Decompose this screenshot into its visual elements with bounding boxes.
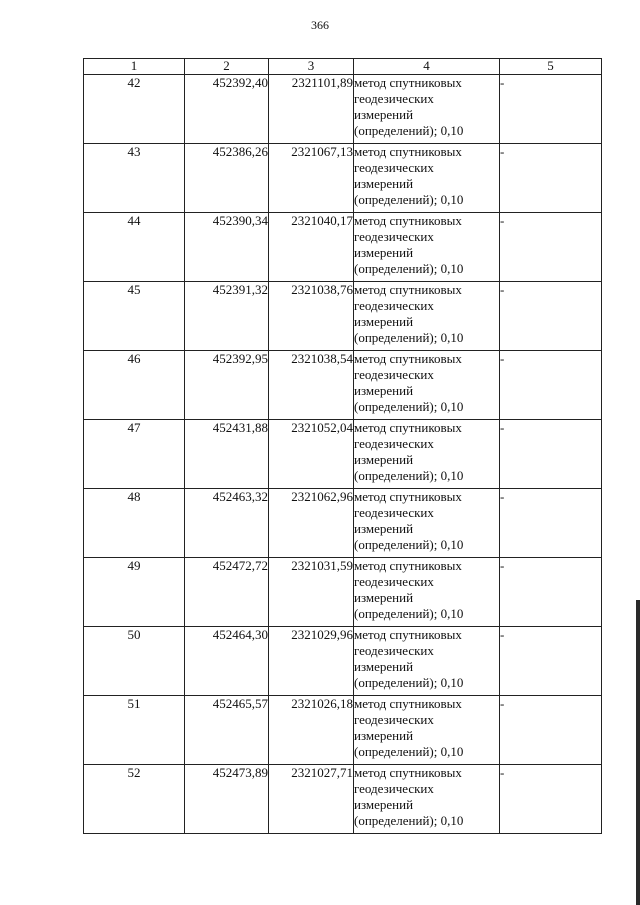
- method-text-line: измерений: [354, 659, 414, 674]
- y-coordinate-cell: 2321052,04: [269, 420, 354, 489]
- y-coordinate-cell: 2321029,96: [269, 627, 354, 696]
- method-text-line: измерений: [354, 107, 414, 122]
- method-text-line: метод спутниковых: [354, 765, 462, 780]
- method-text-line: метод спутниковых: [354, 282, 462, 297]
- method-cell: [354, 75, 500, 144]
- y-coordinate-cell: 2321101,89: [269, 75, 354, 144]
- description-cell: -: [500, 489, 602, 558]
- method-text-line: геодезических: [354, 229, 434, 244]
- table-header-row: [84, 59, 602, 75]
- method-text-line: (определений); 0,10: [354, 330, 464, 345]
- table-row: [84, 489, 602, 558]
- x-coordinate-cell: 452390,34: [185, 213, 269, 282]
- y-coordinate-cell: 2321067,13: [269, 144, 354, 213]
- y-coordinate-cell: 2321026,18: [269, 696, 354, 765]
- x-coordinate-cell: 452391,32: [185, 282, 269, 351]
- method-text-line: метод спутниковых: [354, 213, 462, 228]
- method-text-line: измерений: [354, 590, 414, 605]
- method-text-line: измерений: [354, 245, 414, 260]
- method-text-line: геодезических: [354, 298, 434, 313]
- table-row: [84, 420, 602, 489]
- method-text-line: метод спутниковых: [354, 75, 462, 90]
- method-text-line: метод спутниковых: [354, 144, 462, 159]
- point-number-cell: 43: [84, 144, 185, 213]
- method-text-line: геодезических: [354, 436, 434, 451]
- description-cell: -: [500, 696, 602, 765]
- coordinates-table: [83, 58, 602, 834]
- x-coordinate-cell: 452472,72: [185, 558, 269, 627]
- method-text-line: геодезических: [354, 643, 434, 658]
- method-text-line: геодезических: [354, 505, 434, 520]
- method-text-line: метод спутниковых: [354, 420, 462, 435]
- method-cell: [354, 420, 500, 489]
- method-text-line: (определений); 0,10: [354, 813, 464, 828]
- point-number-cell: 48: [84, 489, 185, 558]
- table-row: [84, 696, 602, 765]
- column-header: 2: [185, 59, 269, 75]
- table-row: [84, 144, 602, 213]
- method-text-line: метод спутниковых: [354, 627, 462, 642]
- method-text-line: метод спутниковых: [354, 558, 462, 573]
- y-coordinate-cell: 2321031,59: [269, 558, 354, 627]
- point-number-cell: 51: [84, 696, 185, 765]
- table-row: [84, 213, 602, 282]
- method-text-line: (определений); 0,10: [354, 537, 464, 552]
- description-cell: -: [500, 75, 602, 144]
- table-row: [84, 558, 602, 627]
- table-row: [84, 765, 602, 834]
- method-text-line: (определений); 0,10: [354, 192, 464, 207]
- description-cell: -: [500, 213, 602, 282]
- method-cell: [354, 765, 500, 834]
- method-text-line: (определений); 0,10: [354, 399, 464, 414]
- x-coordinate-cell: 452431,88: [185, 420, 269, 489]
- point-number-cell: 45: [84, 282, 185, 351]
- description-cell: -: [500, 765, 602, 834]
- y-coordinate-cell: 2321038,76: [269, 282, 354, 351]
- table-row: [84, 75, 602, 144]
- method-text-line: измерений: [354, 176, 414, 191]
- method-cell: [354, 213, 500, 282]
- method-cell: [354, 696, 500, 765]
- y-coordinate-cell: 2321040,17: [269, 213, 354, 282]
- y-coordinate-cell: 2321062,96: [269, 489, 354, 558]
- table-row: [84, 282, 602, 351]
- table-row: [84, 351, 602, 420]
- method-text-line: измерений: [354, 797, 414, 812]
- page-number: 366: [311, 18, 329, 32]
- method-cell: [354, 558, 500, 627]
- method-text-line: геодезических: [354, 91, 434, 106]
- method-text-line: метод спутниковых: [354, 351, 462, 366]
- description-cell: -: [500, 420, 602, 489]
- x-coordinate-cell: 452464,30: [185, 627, 269, 696]
- point-number-cell: 52: [84, 765, 185, 834]
- point-number-cell: 47: [84, 420, 185, 489]
- method-text-line: (определений); 0,10: [354, 675, 464, 690]
- table-row: [84, 627, 602, 696]
- method-cell: [354, 282, 500, 351]
- method-text-line: метод спутниковых: [354, 489, 462, 504]
- point-number-cell: 44: [84, 213, 185, 282]
- method-text-line: геодезических: [354, 781, 434, 796]
- x-coordinate-cell: 452465,57: [185, 696, 269, 765]
- method-text-line: геодезических: [354, 574, 434, 589]
- column-header: 4: [354, 59, 500, 75]
- x-coordinate-cell: 452386,26: [185, 144, 269, 213]
- x-coordinate-cell: 452392,95: [185, 351, 269, 420]
- point-number-cell: 46: [84, 351, 185, 420]
- method-text-line: (определений); 0,10: [354, 468, 464, 483]
- method-text-line: измерений: [354, 383, 414, 398]
- method-text-line: геодезических: [354, 160, 434, 175]
- description-cell: -: [500, 627, 602, 696]
- point-number-cell: 42: [84, 75, 185, 144]
- method-text-line: измерений: [354, 452, 414, 467]
- description-cell: -: [500, 144, 602, 213]
- method-text-line: геодезических: [354, 712, 434, 727]
- method-text-line: измерений: [354, 521, 414, 536]
- description-cell: -: [500, 351, 602, 420]
- method-text-line: (определений); 0,10: [354, 261, 464, 276]
- description-cell: -: [500, 558, 602, 627]
- method-cell: [354, 144, 500, 213]
- y-coordinate-cell: 2321027,71: [269, 765, 354, 834]
- method-text-line: измерений: [354, 314, 414, 329]
- point-number-cell: 49: [84, 558, 185, 627]
- y-coordinate-cell: 2321038,54: [269, 351, 354, 420]
- x-coordinate-cell: 452463,32: [185, 489, 269, 558]
- x-coordinate-cell: 452392,40: [185, 75, 269, 144]
- method-cell: [354, 627, 500, 696]
- column-header: 1: [84, 59, 185, 75]
- method-text-line: (определений); 0,10: [354, 606, 464, 621]
- method-cell: [354, 489, 500, 558]
- x-coordinate-cell: 452473,89: [185, 765, 269, 834]
- method-text-line: геодезических: [354, 367, 434, 382]
- point-number-cell: 50: [84, 627, 185, 696]
- column-header: 5: [500, 59, 602, 75]
- description-cell: -: [500, 282, 602, 351]
- method-text-line: (определений); 0,10: [354, 744, 464, 759]
- method-text-line: метод спутниковых: [354, 696, 462, 711]
- method-text-line: (определений); 0,10: [354, 123, 464, 138]
- column-header: 3: [269, 59, 354, 75]
- table-body: [84, 75, 602, 834]
- method-cell: [354, 351, 500, 420]
- method-text-line: измерений: [354, 728, 414, 743]
- scan-edge-shadow: [636, 600, 640, 905]
